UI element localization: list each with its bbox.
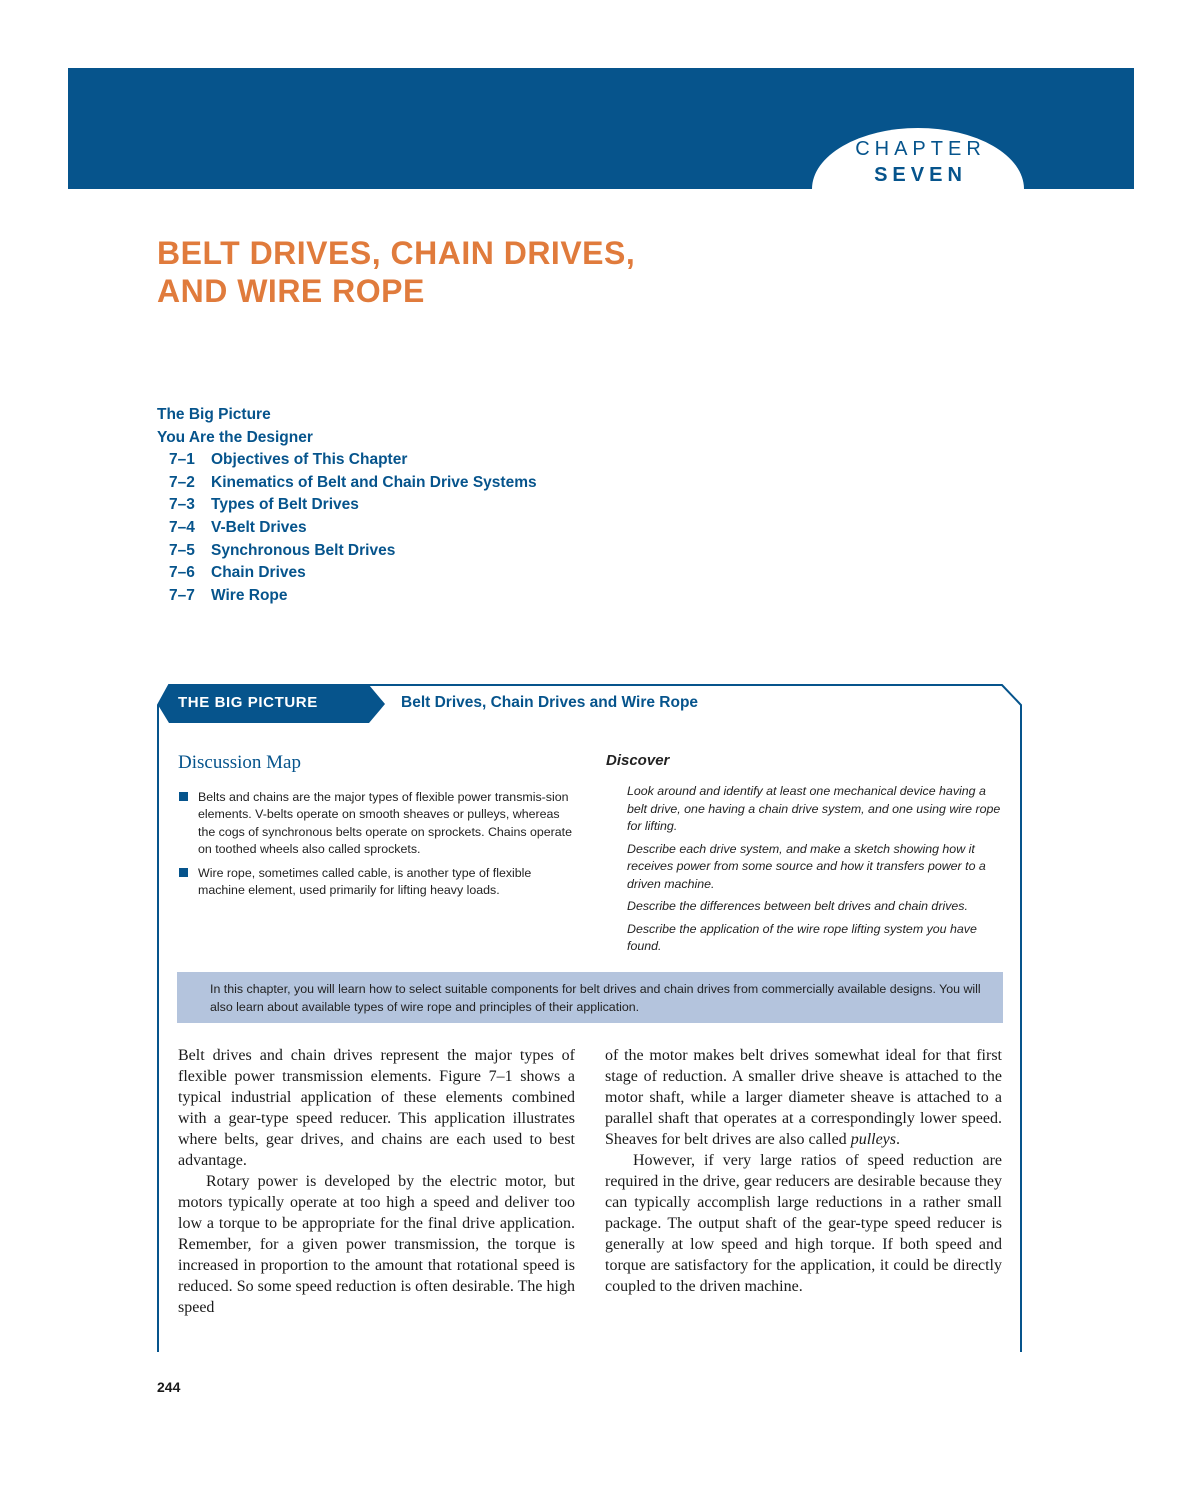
toc-item-number: 7–2 bbox=[169, 473, 195, 491]
chapter-word: CHAPTER bbox=[855, 138, 986, 160]
toc-item bbox=[157, 540, 537, 563]
discussion-map-heading: Discussion Map bbox=[178, 752, 301, 773]
chapter-number: SEVEN bbox=[874, 164, 967, 186]
chapter-title bbox=[157, 234, 635, 310]
discover-heading: Discover bbox=[606, 752, 670, 769]
chapter-learning-box bbox=[177, 972, 1003, 1023]
square-bullet-icon bbox=[179, 868, 188, 877]
table-of-contents bbox=[157, 404, 537, 607]
body-paragraph: of the motor makes belt drives somewhat ideal for that first stage of reduction. A smaller drive sheave is attached to the motor shaft, while a larger diameter sheave is attached to a parallel shaft that operates at a correspondingly lower speed. Sheaves for belt drives are also called pulleys. bbox=[605, 1047, 1002, 1148]
toc-item-label: Kinematics of Belt and Chain Drive Systems bbox=[211, 473, 537, 491]
discussion-item: Belts and chains are the major types of flexible power transmis-sion elements. V-belts operate on smooth sheaves or pulleys, whereas the cogs of synchronous belts operate on sprockets. Chains operate on toothed wheels also called sprockets. bbox=[178, 789, 578, 859]
toc-item bbox=[157, 517, 537, 540]
learning-text: In this chapter, you will learn how to select suitable components for belt drives and chain drives from commercially available designs. You will also learn about available types of wire rope and principles of their application. bbox=[210, 982, 981, 1014]
toc-item-big-picture: The Big Picture bbox=[157, 406, 271, 423]
discover-list bbox=[627, 783, 1007, 961]
discover-item: Describe the differences between belt drives and chain drives. bbox=[627, 899, 968, 913]
toc-item-label: Types of Belt Drives bbox=[211, 496, 359, 514]
page-number: 244 bbox=[157, 1379, 181, 1395]
body-paragraph: Belt drives and chain drives represent the major types of flexible power transmission elements. Figure 7–1 shows a typical industrial application of these elements combined with a gear-type speed reducer. This application illustrates where belts, gear drives, and chains are each used to best advantage. bbox=[178, 1047, 575, 1169]
chapter-title-line-2: AND WIRE ROPE bbox=[157, 273, 425, 309]
body-column-right bbox=[605, 1045, 1002, 1297]
discover-item: Describe the application of the wire rope lifting system you have found. bbox=[627, 921, 977, 953]
discover-item: Describe each drive system, and make a sketch showing how it receives power from some source and how it transfers power to a driven machine. bbox=[627, 841, 986, 891]
toc-item-number: 7–5 bbox=[169, 541, 195, 559]
toc-item-number: 7–1 bbox=[169, 451, 195, 469]
toc-item bbox=[157, 494, 537, 517]
discover-item: Look around and identify at least one mechanical device having a belt drive, one having a chain drive system, and one using wire rope for lifting. bbox=[627, 784, 1001, 833]
toc-item-label: V-Belt Drives bbox=[211, 518, 307, 536]
toc-item-number: 7–3 bbox=[169, 496, 195, 514]
body-paragraph: Rotary power is developed by the electric motor, but motors typically operate at too high a speed and deliver too low a torque to be appropriate for the final drive application. Remember, for a given power transmission, the torque is increased in proportion to the amount that rotational speed is reduced. So some speed reduction is often desirable. The high speed bbox=[178, 1173, 575, 1316]
chapter-title-line-1: BELT DRIVES, CHAIN DRIVES, bbox=[157, 235, 636, 271]
toc-item bbox=[157, 562, 537, 585]
toc-item-label: Chain Drives bbox=[211, 564, 306, 582]
toc-item bbox=[157, 472, 537, 495]
toc-item-number: 7–6 bbox=[169, 564, 195, 582]
toc-item-number: 7–7 bbox=[169, 586, 195, 604]
big-picture-tag: THE BIG PICTURE bbox=[178, 694, 318, 711]
chapter-tab bbox=[812, 128, 1024, 189]
big-picture-subtitle: Belt Drives, Chain Drives and Wire Rope bbox=[401, 694, 699, 711]
body-column-left bbox=[178, 1045, 575, 1318]
square-bullet-icon bbox=[179, 792, 188, 801]
toc-item bbox=[157, 585, 537, 608]
toc-item bbox=[157, 449, 537, 472]
discussion-item: Wire rope, sometimes called cable, is another type of flexible machine element, used primarily for lifting heavy loads. bbox=[178, 865, 578, 900]
body-paragraph: However, if very large ratios of speed reduction are required in the drive, gear reducers are desirable because they can typically accomplish large reductions in a rather small package. The output shaft of the gear-type speed reducer is generally at low speed and high torque. If both speed and torque are satisfactory for the application, it could be directly coupled to the driven machine. bbox=[605, 1152, 1002, 1295]
toc-item-number: 7–4 bbox=[169, 518, 195, 536]
toc-item-label: Synchronous Belt Drives bbox=[211, 541, 396, 559]
discussion-map-list bbox=[178, 789, 578, 905]
emphasis-term: pulleys bbox=[850, 1131, 897, 1148]
toc-item-designer: You Are the Designer bbox=[157, 428, 313, 446]
toc-item-label: Wire Rope bbox=[211, 586, 288, 604]
toc-item-label: Objectives of This Chapter bbox=[211, 451, 408, 469]
